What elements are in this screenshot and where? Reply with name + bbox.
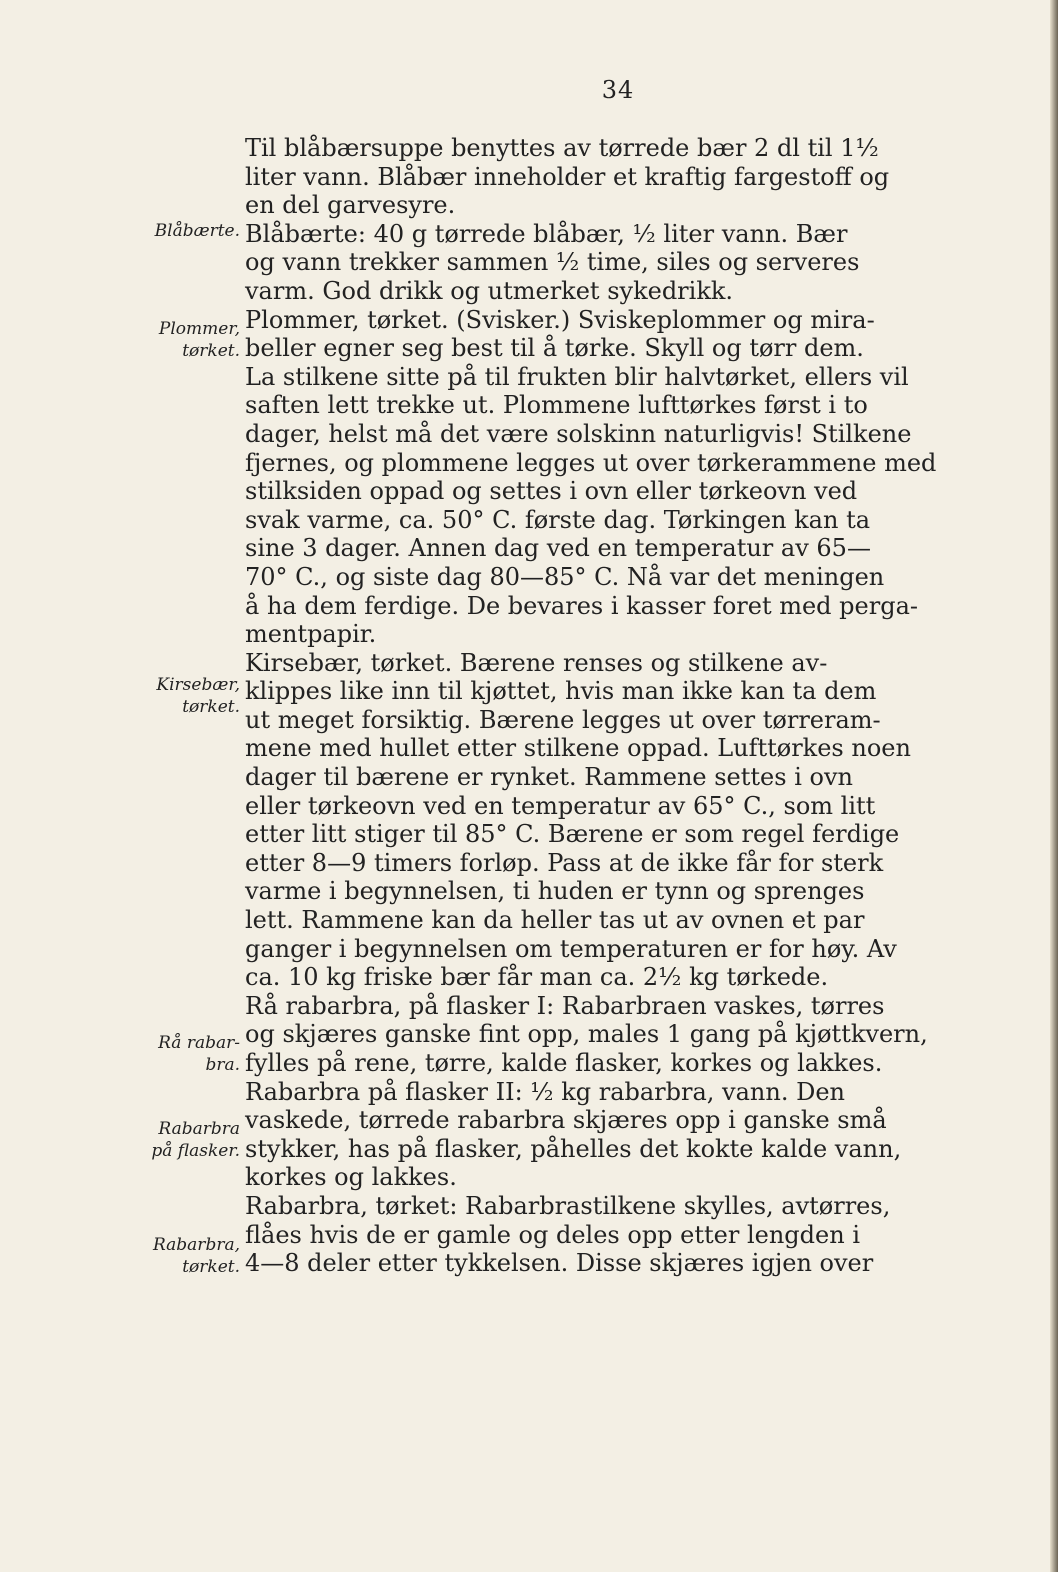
margin-note-line: bra. (205, 1055, 240, 1075)
text-line: varm. God drikk og utmerket sykedrikk. (245, 276, 734, 305)
text-line: La stilkene sitte på til frukten blir halvtørket, ellers vil (245, 362, 909, 391)
margin-note-kirsebaer (100, 674, 240, 718)
text-line: mentpapir. (245, 620, 377, 649)
text-line: saften lett trekke ut. Plommene lufttørkes først i to (245, 391, 868, 420)
text-line: fylles på rene, tørre, kalde flasker, korkes og lakkes. (245, 1049, 883, 1077)
text-line: sine 3 dager. Annen dag ved en temperatur av 65— (245, 534, 871, 563)
margin-note-line: Rabarbra (158, 1119, 240, 1139)
text-line: ca. 10 kg friske bær får man ca. 2½ kg tørkede. (245, 963, 829, 992)
text-line: klippes like inn til kjøttet, hvis man ikke kan ta dem (245, 677, 877, 706)
margin-note-line: Rabarbra, (152, 1235, 240, 1255)
margin-note-rabarbra-torket (100, 1234, 240, 1278)
margin-note-line: tørket. (182, 341, 240, 361)
body-text (245, 134, 990, 1278)
text-line: og vann trekker sammen ½ time, siles og serveres (245, 248, 860, 277)
text-line: mene med hullet etter stilkene oppad. Lufttørkes noen (245, 734, 911, 763)
text-line: fjernes, og plommene legges ut over tørkerammene med (245, 448, 937, 477)
margin-note-line: Kirsebær, (156, 675, 240, 695)
margin-note-line: Rå rabar- (158, 1033, 240, 1053)
page-number: 34 (601, 76, 635, 104)
text-line: å ha dem ferdige. De bevares i kasser foret med perga- (245, 591, 918, 620)
margin-note-line: på flasker. (151, 1141, 240, 1161)
text-line: lett. Rammene kan da heller tas ut av ovnen et par (245, 906, 865, 935)
page-edge (1050, 0, 1058, 1572)
text-line: liter vann. Blåbær inneholder et kraftig fargestoff og (245, 162, 890, 191)
text-line: svak varme, ca. 50° C. første dag. Tørkingen kan ta (245, 505, 871, 534)
text-line: dager til bærene er rynket. Rammene settes i ovn (245, 763, 853, 792)
text-line: dager, helst må det være solskinn naturligvis! Stilkene (245, 419, 912, 448)
text-line: eller tørkeovn ved en temperatur av 65° C., som litt (245, 791, 876, 820)
text-line: Rå rabarbra, på flasker I: Rabarbraen vaskes, tørres (245, 991, 885, 1020)
text-line: korkes og lakkes. (245, 1163, 457, 1192)
text-line: vaskede, tørrede rabarbra skjæres opp i ganske små (245, 1106, 887, 1135)
margin-note-line: Plommer, (158, 319, 240, 339)
margin-note-ra-rabarbra (100, 1032, 240, 1076)
text-line: en del garvesyre. (245, 191, 456, 220)
margin-note-rabarbra-flasker (100, 1118, 240, 1162)
text-line: Blåbærte: 40 g tørrede blåbær, ½ liter vann. Bær (245, 219, 848, 248)
margin-note-blabaerte (100, 220, 240, 242)
text-line: beller egner seg best til å tørke. Skyll og tørr dem. (245, 334, 864, 363)
margin-note-line: Blåbærte. (154, 221, 240, 241)
text-line: ganger i begynnelsen om temperaturen er for høy. Av (245, 934, 897, 963)
text-line: etter 8—9 timers forløp. Pass at de ikke får for sterk (245, 848, 884, 877)
text-line: Kirsebær, tørket. Bærene renses og stilkene av- (245, 648, 828, 677)
text-line: Til blåbærsuppe benyttes av tørrede bær 2 dl til 1½ (245, 134, 879, 162)
text-line: 4—8 deler etter tykkelsen. Disse skjæres igjen over (245, 1249, 874, 1278)
margin-note-line: tørket. (182, 1257, 240, 1277)
text-line: varme i begynnelsen, ti huden er tynn og sprenges (245, 877, 865, 906)
text-line: stykker, has på flasker, påhelles det kokte kalde vann, (245, 1134, 902, 1163)
text-line: og skjæres ganske fint opp, males 1 gang på kjøttkvern, (245, 1020, 928, 1049)
text-line: stilksiden oppad og settes i ovn eller tørkeovn ved (245, 477, 858, 506)
text-line: Rabarbra på flasker II: ½ kg rabarbra, vann. Den (245, 1077, 845, 1106)
text-line: flåes hvis de er gamle og deles opp etter lengden i (245, 1220, 860, 1249)
margin-note-plommer (100, 318, 240, 362)
text-line: ut meget forsiktig. Bærene legges ut over tørreram- (245, 705, 881, 734)
text-line: Plommer, tørket. (Svisker.) Sviskeplommer og mira- (245, 305, 875, 334)
margin-note-line: tørket. (182, 697, 240, 717)
text-line: 70° C., og siste dag 80—85° C. Nå var det meningen (245, 562, 885, 591)
text-line: Rabarbra, tørket: Rabarbrastilkene skylles, avtørres, (245, 1191, 891, 1220)
text-line: etter litt stiger til 85° C. Bærene er som regel ferdige (245, 820, 900, 849)
